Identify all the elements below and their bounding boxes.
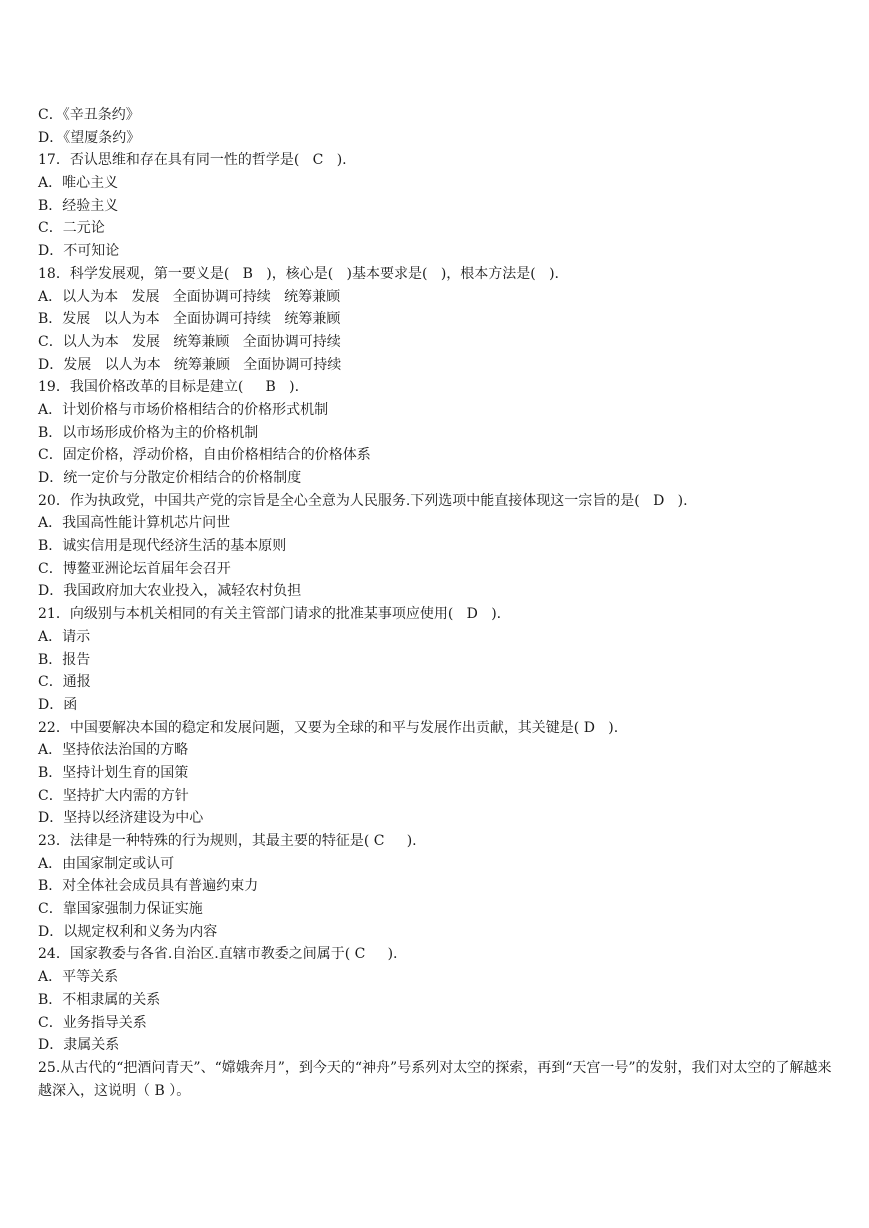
option-line: B．对全体社会成员具有普遍约束力: [38, 878, 259, 895]
option-line: C．博鳌亚洲论坛首届年会召开: [38, 560, 231, 577]
option-line: C．靠国家强制力保证实施: [38, 901, 203, 918]
option-line: D．坚持以经济建设为中心: [38, 810, 204, 827]
option-line: A．唯心主义: [38, 175, 119, 192]
question-22: 22．中国要解决本国的稳定和发展问题，又要为全球的和平与发展作出贡献，其关键是( D ).: [38, 719, 619, 736]
option-line: C．以人为本 发展 统筹兼顾 全面协调可持续: [38, 333, 341, 350]
option-line: A．以人为本 发展 全面协调可持续 统筹兼顾: [38, 288, 341, 305]
option-line: B．报告: [38, 651, 91, 668]
question-21: 21．向级别与本机关相同的有关主管部门请求的批准某事项应使用( D ).: [38, 606, 502, 623]
option-line: A．计划价格与市场价格相结合的价格形式机制: [38, 401, 329, 418]
question-25: 25.从古代的“把酒问青天”、“嫦娥奔月”，到今天的“神舟”号系列对太空的探索，再到“天宫一号”的发射，我们对太空的了解越来越深入，这说明（ B ）。: [38, 1059, 832, 1099]
option-line: D．《望厦条约》: [38, 129, 141, 146]
option-line: B．以市场形成价格为主的价格机制: [38, 424, 259, 441]
option-line: A．我国高性能计算机芯片问世: [38, 515, 231, 532]
document-body: [38, 104, 838, 1102]
option-line: B．坚持计划生育的国策: [38, 764, 189, 781]
question-17: 17．否认思维和存在具有同一性的哲学是( C ).: [38, 152, 347, 169]
option-line: A．由国家制定或认可: [38, 855, 175, 872]
option-line: D．不可知论: [38, 243, 120, 260]
option-line: B．发展 以人为本 全面协调可持续 统筹兼顾: [38, 311, 341, 328]
option-line: C．通报: [38, 674, 91, 691]
option-line: C．固定价格，浮动价格，自由价格相结合的价格体系: [38, 447, 371, 464]
option-line: B．诚实信用是现代经济生活的基本原则: [38, 538, 287, 555]
option-line: D．以规定权利和义务为内容: [38, 923, 218, 940]
question-19: 19．我国价格改革的目标是建立( B ).: [38, 379, 300, 396]
option-line: D．统一定价与分散定价相结合的价格制度: [38, 470, 302, 486]
option-line: D．我国政府加大农业投入，减轻农村负担: [38, 583, 302, 600]
option-line: A．请示: [38, 628, 91, 645]
option-line: C．《辛丑条约》: [38, 107, 140, 123]
option-line: C．业务指导关系: [38, 1014, 147, 1031]
option-line: A．平等关系: [38, 969, 119, 986]
option-line: A．坚持依法治国的方略: [38, 742, 189, 759]
option-line: B．经验主义: [38, 197, 119, 214]
option-line: D．函: [38, 696, 78, 713]
question-24: 24．国家教委与各省.自治区.直辖市教委之间属于( C ).: [38, 946, 398, 963]
option-line: B．不相隶属的关系: [38, 991, 161, 1008]
option-line: D．发展 以人为本 统筹兼顾 全面协调可持续: [38, 356, 342, 373]
question-20: 20．作为执政党，中国共产党的宗旨是全心全意为人民服务.下列选项中能直接体现这一宗旨的是( D ).: [38, 492, 688, 509]
option-line: D．隶属关系: [38, 1037, 120, 1054]
question-23: 23．法律是一种特殊的行为规则，其最主要的特征是( C ).: [38, 833, 417, 849]
question-18: 18．科学发展观，第一要义是( B )，核心是( )基本要求是( )，根本方法是( ).: [38, 265, 559, 282]
option-line: C．二元论: [38, 220, 105, 237]
option-line: C．坚持扩大内需的方针: [38, 787, 189, 804]
